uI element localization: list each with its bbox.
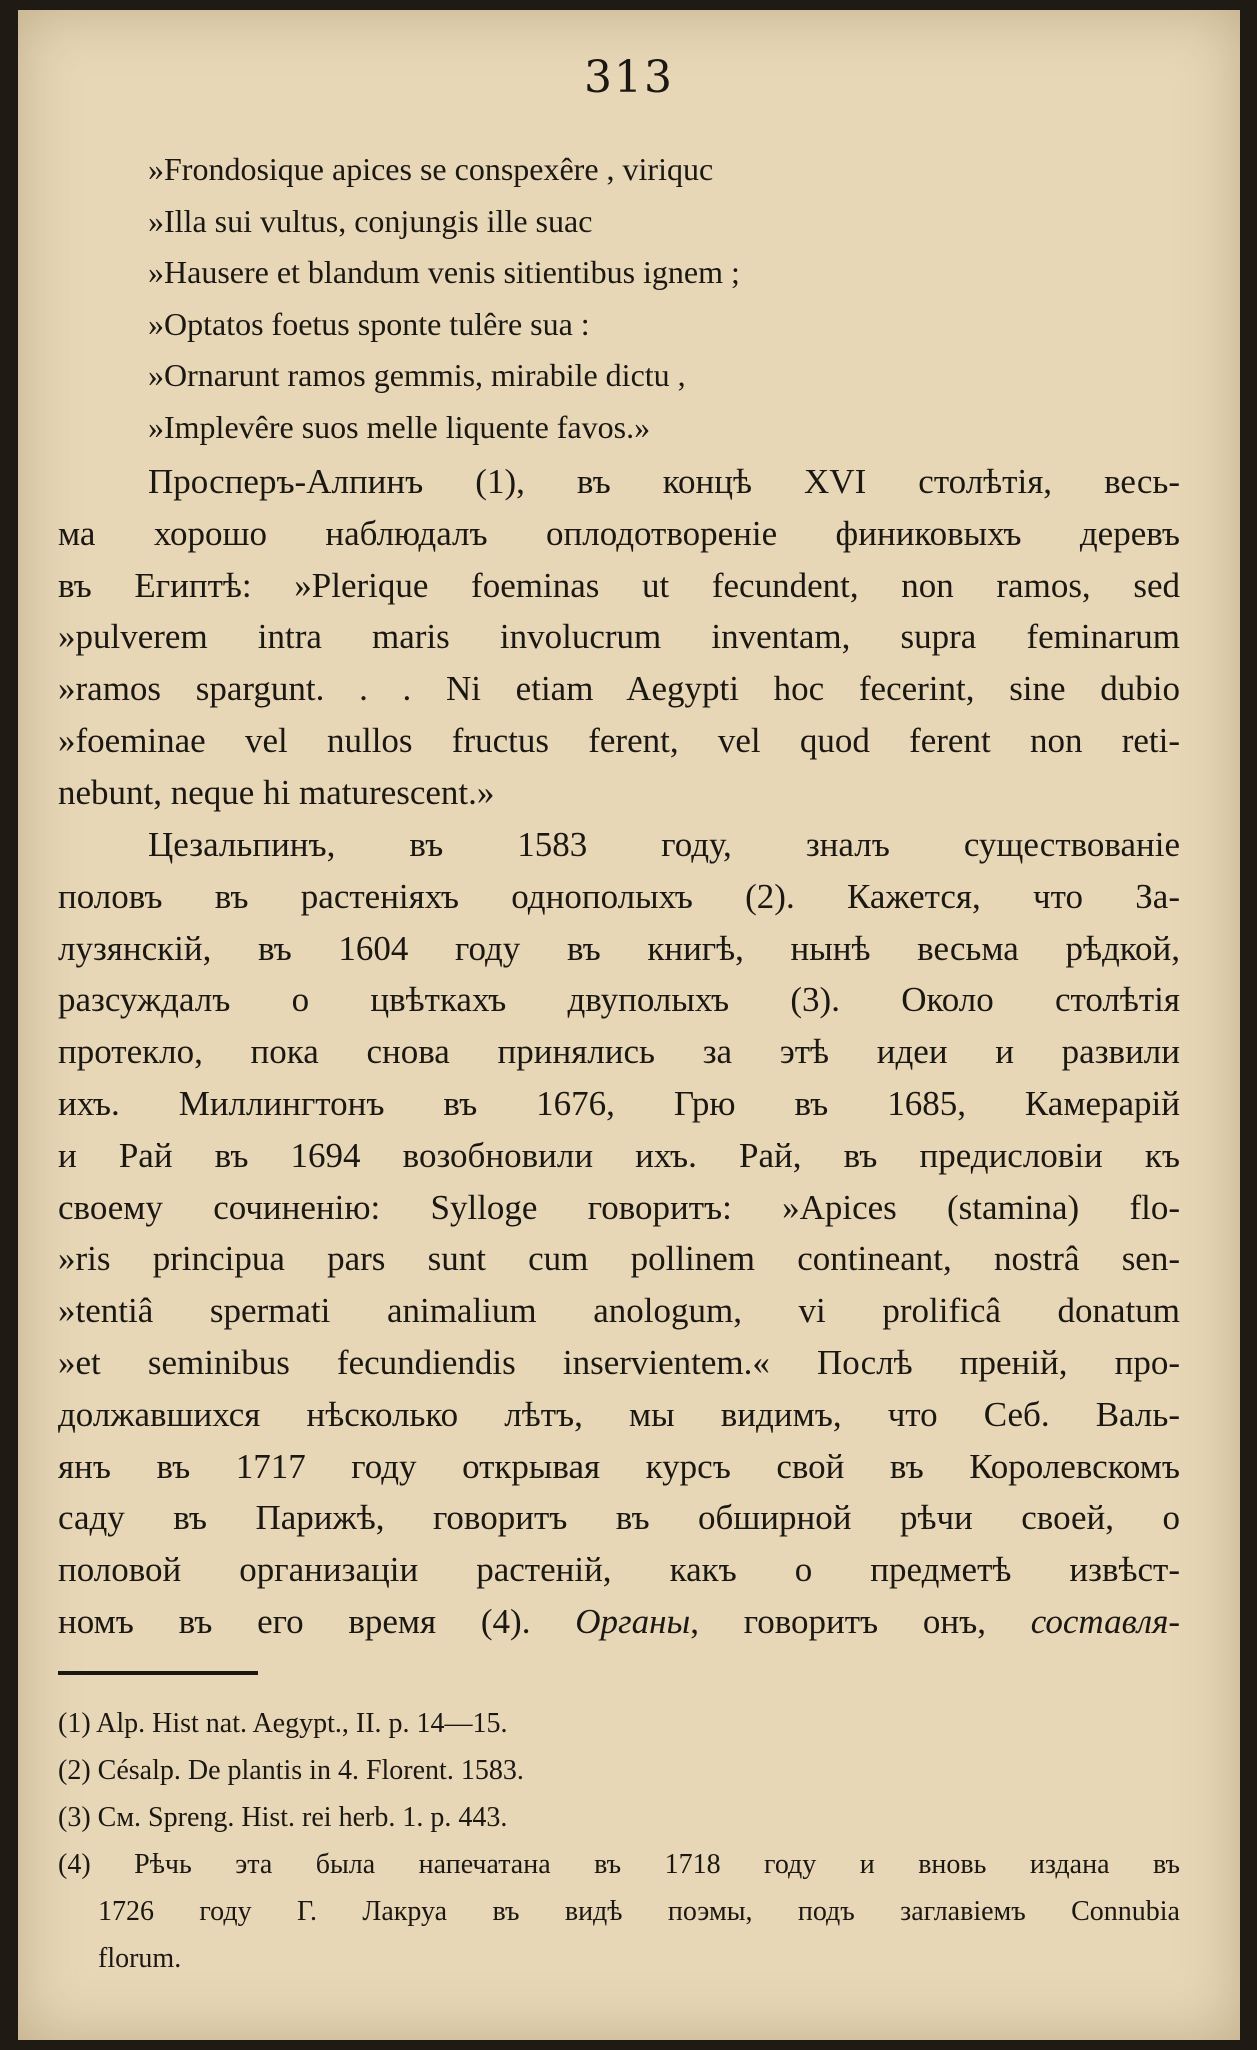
- verse-line: »Ornarunt ramos gemmis, mirabile dictu ,: [148, 357, 686, 393]
- text-line: половой организаціи растеній, какъ о предметѣ извѣст-: [58, 1550, 1180, 1590]
- text-line: ихъ. Миллингтонъ въ 1676, Грю въ 1685, Камерарій: [58, 1083, 1180, 1123]
- text-line: »et seminibus fecundiendis inservientem.« Послѣ преній, про-: [58, 1342, 1180, 1382]
- text-line: и Рай въ 1694 возобновили ихъ. Рай, въ предисловіи къ: [58, 1135, 1180, 1175]
- text-line: »tentiâ spermati animalium anologum, vi prolificâ donatum: [58, 1291, 1180, 1331]
- footnote-line: florum.: [98, 1943, 182, 1974]
- text-line: половъ въ растеніяхъ однополыхъ (2). Кажется, что За-: [58, 876, 1180, 916]
- text-line: »foeminae vel nullos fructus ferent, vel quod ferent non reti-: [58, 720, 1180, 760]
- footnote: (2) Césalp. De plantis in 4. Florent. 1583.: [58, 1755, 524, 1786]
- text-segment: , говоритъ онъ,: [690, 1601, 986, 1641]
- verse-line: »Illa sui vultus, conjungis ille suac: [148, 202, 593, 239]
- emphasized-word: Органы: [575, 1601, 691, 1641]
- text-line: Просперъ-Алпинъ (1), въ концѣ XVI столѣтія, весь-: [148, 462, 1180, 501]
- text-line: протекло, пока снова принялись за этѣ идеи и развили: [58, 1032, 1180, 1072]
- verse-line: »Optatos foetus sponte tulêre sua :: [148, 305, 590, 342]
- page-number: 313: [584, 52, 674, 103]
- verse-line: »Frondosique apices se conspexêre , viriquc: [148, 151, 714, 187]
- text-line: »ramos spargunt. . . Ni etiam Aegypti hoc fecerint, sine dubio: [58, 669, 1180, 709]
- text-line: янъ въ 1717 году открывая курсъ свой въ Королевскомъ: [58, 1446, 1180, 1486]
- footnote: (1) Alp. Hist nat. Aegypt., II. p. 14—15.: [58, 1708, 508, 1739]
- book-page: [18, 10, 1240, 2040]
- text-line: саду въ Парижѣ, говоритъ въ обширной рѣчи своей, о: [58, 1498, 1180, 1538]
- footnote-line: 1726 году Г. Лакруа въ видѣ поэмы, подъ заглавіемъ Connubia: [98, 1896, 1180, 1927]
- text-line: Цезальпинъ, въ 1583 году, зналъ существованіе: [148, 825, 1180, 864]
- text-segment: номъ въ его время (4).: [58, 1601, 531, 1641]
- text-line: »ris principua pars sunt cum pollinem contineant, nostrâ sen-: [58, 1239, 1180, 1279]
- text-line: лузянскій, въ 1604 году въ книгѣ, нынѣ весьма рѣдкой,: [58, 928, 1180, 968]
- text-line: своему сочиненію: Sylloge говоритъ: »Apices (stamina) flo-: [58, 1187, 1180, 1227]
- paragraph-caesalpinus: [58, 819, 1180, 1648]
- verse-line: »Implevêre suos melle liquente favos.»: [148, 408, 651, 445]
- text-line: должавшихся нѣсколько лѣтъ, мы видимъ, что Себ. Валь-: [58, 1394, 1180, 1434]
- footnote: (3) См. Spreng. Hist. rei herb. 1. p. 443.: [58, 1802, 508, 1833]
- verse-line: »Hausere et blandum venis sitientibus ignem ;: [148, 254, 740, 290]
- footnote-line: (4) Рѣчь эта была напечатана въ 1718 году и вновь издана въ: [58, 1849, 1180, 1880]
- paragraph-prosper-alpinus: [58, 456, 1180, 819]
- text-line: разсуждалъ о цвѣткахъ двуполыхъ (3). Около столѣтія: [58, 980, 1180, 1020]
- text-line: »pulverem intra maris involucrum inventam, supra feminarum: [58, 617, 1180, 657]
- emphasized-word: составля-: [1030, 1601, 1181, 1641]
- footnotes: [58, 1700, 1180, 1982]
- text-line: nebunt, neque hi maturescent.»: [58, 772, 495, 812]
- text-line: въ Египтѣ: »Plerique foeminas ut fecundent, non ramos, sed: [58, 565, 1180, 605]
- text-line-last: [58, 1596, 1180, 1648]
- text-line: ма хорошо наблюдалъ оплодотвореніе финиковыхъ деревъ: [58, 513, 1180, 553]
- footnote: [58, 1841, 1180, 1982]
- footnote-separator: [58, 1671, 258, 1675]
- latin-verse: [148, 144, 740, 453]
